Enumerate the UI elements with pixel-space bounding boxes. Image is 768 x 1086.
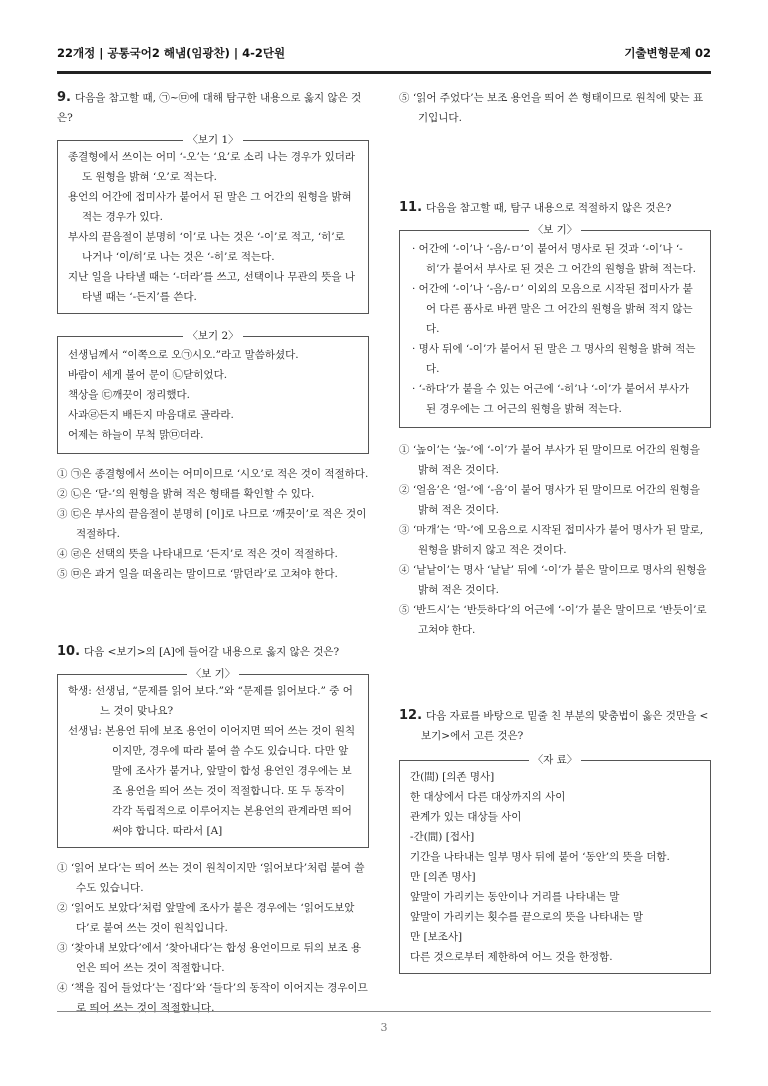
q10-option-5[interactable]: ⑤ ‘읽어 주었다’는 보조 용언을 띄어 쓴 형태이므로 원칙에 맞는 표기입니다. [399,92,704,124]
q11-box-line: · ‘-하다’가 붙을 수 있는 어근에 ‘-히’나 ‘-이’가 붙어서 부사가 된 경우에는 그 어근의 원형을 밝혀 적는다. [412,383,690,415]
q10-box [57,668,369,848]
q10-option-2[interactable]: ② ‘읽어도 보았다’처럼 앞말에 조사가 붙은 경우에는 ‘읽어도보았다’로 붙여 쓰는 것이 원칙입니다. [57,902,355,934]
q9-box1-line: 부사의 끝음절이 분명히 ‘이’로 나는 것은 ‘-이’로 적고, ‘히’로 나거나 ‘이/히’로 나는 것은 ‘-히’로 적는다. [68,231,345,263]
right-column [399,88,711,974]
q10-box-title: 〈보 기〉 [187,668,240,680]
header-right: 기출변형문제 02 [624,46,711,60]
q9-option-1[interactable]: ① ㉠은 종결형에서 쓰이는 어미이므로 ‘시오’로 적은 것이 적절하다. [57,468,369,480]
q11-box-title: 〈보 기〉 [529,224,582,236]
question-12 [399,706,711,974]
q12-number: 12. [399,708,423,723]
q9-box2-line: 바람이 세게 불어 문이 ㉡닫히었다. [68,369,228,381]
q9-option-5[interactable]: ⑤ ㉤은 과거 일을 떠올리는 말이므로 ‘맑던라’로 고쳐야 한다. [57,568,338,580]
q9-box1 [57,134,369,314]
q12-box-line: -간(間) [접사] [410,831,475,843]
q10-stem: 다음 <보기>의 [A]에 들어갈 내용으로 옳지 않은 것은? [84,646,340,658]
q12-box-line: 간(間) [의존 명사] [410,771,495,783]
page-number: 3 [380,1021,388,1034]
q11-stem: 다음을 참고할 때, 탐구 내용으로 적절하지 않은 것은? [426,202,672,214]
q9-box2-line: 어제는 하늘이 무척 맑㉤더라. [68,429,204,441]
q9-box2-line: 책상을 ㉢깨끗이 정리했다. [68,389,190,401]
q10-option-3[interactable]: ③ ‘찾아내 보았다’에서 ‘찾아내다’는 합성 용언이므로 뒤의 보조 용언은 띄어 쓰는 것이 적절합니다. [57,942,362,974]
q11-option-3[interactable]: ③ ‘마개’는 ‘막-’에 모음으로 시작된 접미사가 붙어 명사가 된 말로, 원형을 밝히지 않고 적은 것이다. [399,524,704,556]
question-9 [57,88,369,584]
q11-box-line: · 어간에 ‘-이’나 ‘-음/-ㅁ’ 이외의 모음으로 시작된 접미사가 붙어 다른 품사로 바뀐 말은 그 어간의 원형을 밝혀 적지 않는다. [412,283,693,335]
q10-option-1[interactable]: ① ‘읽어 보다’는 띄어 쓰는 것이 원칙이지만 ‘읽어보다’처럼 붙여 쓸 수도 있습니다. [57,862,365,894]
q12-stem: 다음 자료를 바탕으로 밑줄 친 부분의 맞춤법이 옳은 것만을 <보기>에서 고른 것은? [421,710,709,742]
q9-box2-title: 〈보기 2〉 [183,330,242,342]
q10-option-4[interactable]: ④ ‘책을 집어 들었다’는 ‘집다’와 ‘들다’의 동작이 이어지는 경우이므로 띄어 쓰는 것이 적절합니다. [57,982,368,1014]
q10-box-line: 학생: 선생님, “문제를 읽어 보다.”와 “문제를 읽어보다.” 중 어느 것이 맞나요? [68,685,353,717]
header-left: 22개정 | 공통국어2 해냄(임광찬) | 4-2단원 [57,46,286,60]
q11-option-1[interactable]: ① ‘높이’는 ‘높-’에 ‘-이’가 붙어 부사가 된 말이므로 어간의 원형을 밝혀 적은 것이다. [399,444,700,476]
q11-option-4[interactable]: ④ ‘낱낱이’는 명사 ‘낱낱’ 뒤에 ‘-이’가 붙은 말이므로 명사의 원형을 밝혀 적은 것이다. [399,564,707,596]
header-rule [57,71,711,74]
q10-number: 10. [57,644,81,659]
q10-options-left [57,858,369,1018]
q10-box-line: 선생님: 본용언 뒤에 보조 용언이 이어지면 띄어 쓰는 것이 원칙이지만, 경우에 따라 붙여 쓸 수도 있습니다. 다만 앞말에 조사가 붙거나, 앞말이 합성 용언인 경우에는 보조 용언을 띄어 쓰는 것이 적절합니다. 또 두 동작이 각각 독립적으로 이루어지는 본용언의 관계라면 띄어 써야 합니다. 따라서 [A] [68,725,356,837]
q9-option-2[interactable]: ② ㉡은 ‘닫-’의 원형을 밝혀 적은 형태를 확인할 수 있다. [57,488,315,500]
q11-box-line: · 어간에 ‘-이’나 ‘-음/-ㅁ’이 붙어서 명사로 된 것과 ‘-이’나 ‘-히’가 붙어서 부사로 된 것은 그 어간의 원형을 밝혀 적는다. [412,243,697,275]
q9-box1-title: 〈보기 1〉 [183,134,242,146]
q12-box-title: 〈자 료〉 [529,754,582,766]
q11-box [399,224,711,428]
q11-box-line: · 명사 뒤에 ‘-이’가 붙어서 된 말은 그 명사의 원형을 밝혀 적는다. [412,343,696,375]
q9-box2 [57,330,369,454]
question-10 [57,642,369,1018]
q12-box-line: 앞말이 가리키는 횟수를 끝으로의 뜻을 나타내는 말 [410,911,644,923]
q9-option-3[interactable]: ③ ㉢은 부사의 끝음절이 분명히 [이]로 나므로 ‘깨끗이’로 적은 것이 적절하다. [57,508,367,540]
q12-box-line: 만 [의존 명사] [410,871,476,883]
q11-option-2[interactable]: ② ‘얼음’은 ‘얼-’에 ‘-음’이 붙어 명사가 된 말이므로 어간의 원형을 밝혀 적은 것이다. [399,484,700,516]
q12-box-line: 만 [보조사] [410,931,463,943]
question-11 [399,198,711,640]
q9-stem: 다음을 참고할 때, ㉠~㉤에 대해 탐구한 내용으로 옳지 않은 것은? [57,92,362,124]
q11-option-5[interactable]: ⑤ ‘반드시’는 ‘반듯하다’의 어근에 ‘-이’가 붙은 말이므로 ‘반듯이’로 고쳐야 한다. [399,604,707,636]
footer-rule [57,1011,711,1012]
q12-box-line: 앞말이 가리키는 동안이나 거리를 나타내는 말 [410,891,620,903]
q9-box2-line: 선생님께서 “이쪽으로 오㉠시오.”라고 말씀하셨다. [68,349,299,361]
q12-box [399,754,711,974]
q11-number: 11. [399,200,423,215]
q11-options [399,440,711,640]
q9-box1-line: 지난 일을 나타낼 때는 ‘-더라’를 쓰고, 선택이나 무관의 뜻을 나타낼 때는 ‘-든지’를 쓴다. [68,271,356,303]
q9-option-4[interactable]: ④ ㉣은 선택의 뜻을 나타내므로 ‘든지’로 적은 것이 적절하다. [57,548,338,560]
q12-box-line: 관계가 있는 대상들 사이 [410,811,522,823]
q9-box2-line: 사과㉣든지 배든지 마음대로 골라라. [68,409,234,421]
q9-box1-line: 종결형에서 쓰이는 어미 ‘-오’는 ‘요’로 소리 나는 경우가 있더라도 원형을 밝혀 ‘오’로 적는다. [68,151,356,183]
q9-options [57,464,369,584]
q12-box-line: 한 대상에서 다른 대상까지의 사이 [410,791,566,803]
q12-box-line: 다른 것으로부터 제한하여 어느 것을 한정함. [410,951,613,963]
q9-number: 9. [57,90,71,105]
q12-box-line: 기간을 나타내는 일부 명사 뒤에 붙어 ‘동안’의 뜻을 더함. [410,851,670,863]
q9-box1-line: 용언의 어간에 접미사가 붙어서 된 말은 그 어간의 원형을 밝혀 적는 경우가 있다. [68,191,352,223]
left-column [57,88,369,1018]
